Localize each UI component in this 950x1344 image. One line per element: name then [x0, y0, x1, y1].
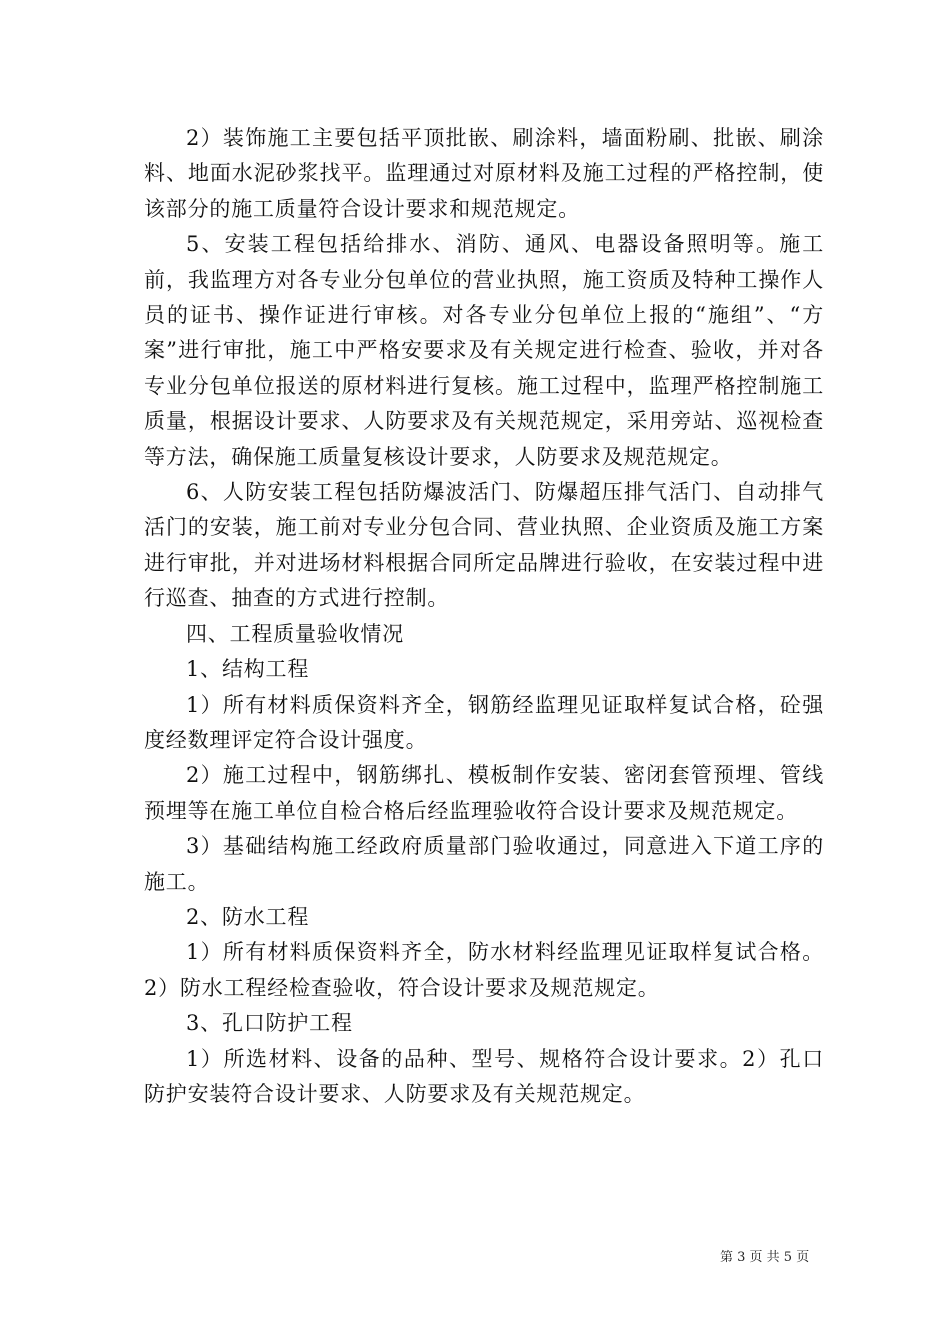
paragraph-structural-3: 3）基础结构施工经政府质量部门验收通过，同意进入下道工序的施工。 [144, 834, 824, 894]
paragraph-decoration: 2）装饰施工主要包括平顶批嵌、刷涂料，墙面粉刷、批嵌、刷涂料、地面水泥砂浆找平。监理通过对原材料及施工过程的严格控制，使该部分的施工质量符合设计要求和规范规定。 [144, 126, 824, 221]
subheading-waterproofing: 2、防水工程 [186, 904, 310, 929]
paragraph-waterproofing: 1）所有材料质保资料齐全，防水材料经监理见证取样复试合格。2）防水工程经检查验收，符合设计要求及规范规定。 [144, 940, 824, 1000]
paragraph-structural-1: 1）所有材料质保资料齐全，钢筋经监理见证取样复试合格，砼强度经数理评定符合设计强度。 [144, 692, 824, 752]
paragraph-installation: 5、安装工程包括给排水、消防、通风、电器设备照明等。施工前，我监理方对各专业分包单位的营业执照，施工资质及特种工操作人员的证书、操作证进行审核。对各专业分包单位上报的“施组”、“方案”进行审批，施工中严格安要求及有关规定进行检查、验收，并对各专业分包单位报送的原材料进行复核。施工过程中，监理严格控制施工质量，根据设计要求、人防要求及有关规范规定，采用旁站、巡视检查等方法，确保施工质量复核设计要求，人防要求及规范规定。 [144, 232, 824, 469]
page-number-footer: 第 3 页 共 5 页 [720, 1250, 810, 1265]
section-heading-quality-acceptance: 四、工程质量验收情况 [186, 621, 404, 646]
paragraph-civil-defense-installation: 6、人防安装工程包括防爆波活门、防爆超压排气活门、自动排气活门的安装，施工前对专业分包合同、营业执照、企业资质及施工方案进行审批，并对进场材料根据合同所定品牌进行验收，在安装过程中进行巡查、抽查的方式进行控制。 [144, 480, 824, 611]
subheading-structural: 1、结构工程 [186, 657, 310, 682]
document-body [144, 121, 824, 1112]
paragraph-structural-2: 2）施工过程中，钢筋绑扎、模板制作安装、密闭套管预埋、管线预埋等在施工单位自检合格后经监理验收符合设计要求及规范规定。 [144, 763, 824, 823]
subheading-opening-protection: 3、孔口防护工程 [186, 1011, 353, 1036]
paragraph-opening-protection: 1）所选材料、设备的品种、型号、规格符合设计要求。2）孔口防护安装符合设计要求、人防要求及有关规范规定。 [144, 1046, 824, 1106]
